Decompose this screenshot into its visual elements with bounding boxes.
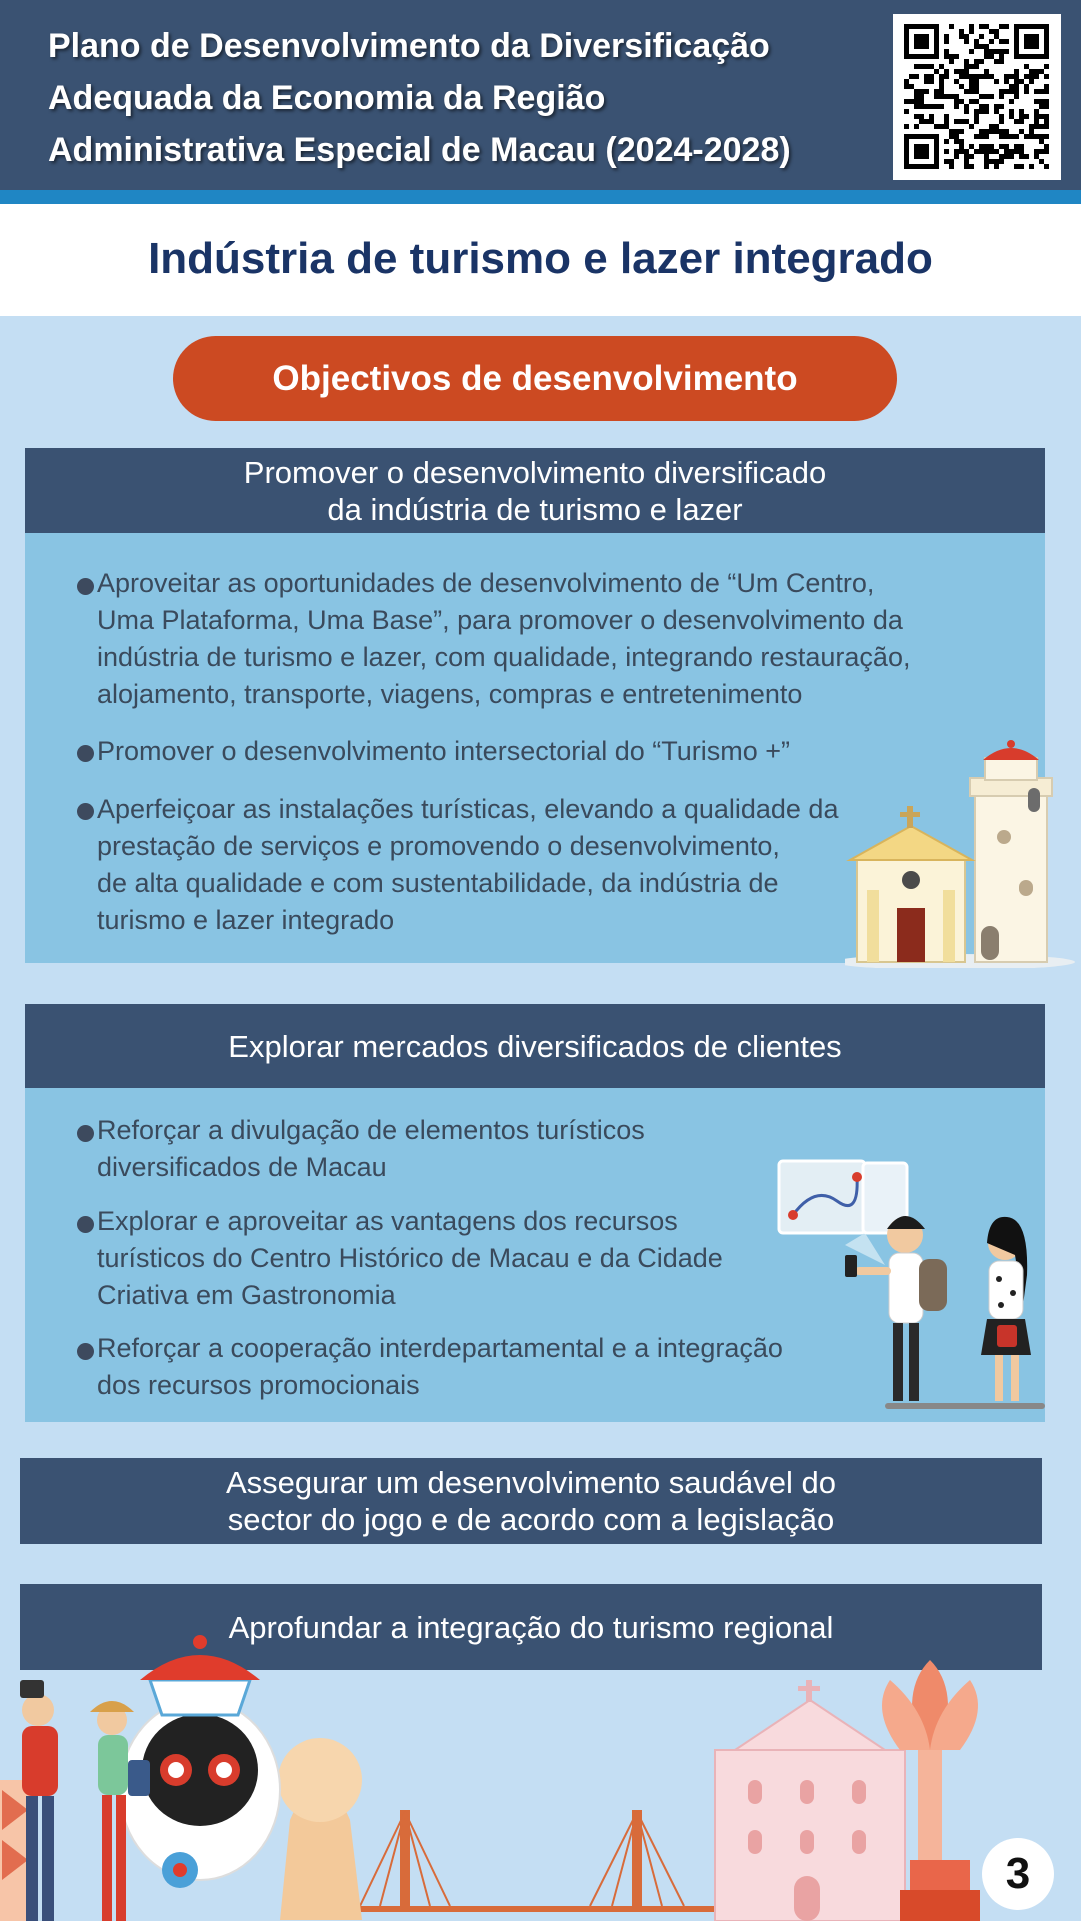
macau-landmarks-illustration bbox=[0, 1620, 1081, 1921]
document-title-line-3: Administrativa Especial de Macau (2024-2028) bbox=[48, 131, 791, 169]
bullet-line: turismo e lazer integrado bbox=[97, 905, 395, 935]
document-title-line-1: Plano de Desenvolvimento da Diversificação bbox=[48, 27, 770, 65]
document-title-line-2: Adequada da Economia da Região bbox=[48, 79, 606, 117]
bullet-line: Reforçar a divulgação de elementos turísticos bbox=[97, 1115, 645, 1145]
bullet-line: Criativa em Gastronomia bbox=[97, 1280, 396, 1310]
bullet-line: prestação de serviços e promovendo o desenvolvimento, bbox=[97, 831, 780, 861]
bullet-line: Uma Plataforma, Uma Base”, para promover o desenvolvimento da bbox=[97, 605, 903, 635]
bullet-line: Explorar e aproveitar as vantagens dos recursos bbox=[97, 1206, 678, 1236]
bullet-line: Reforçar a cooperação interdepartamental e a integração bbox=[97, 1333, 783, 1363]
bullet-dot bbox=[77, 1343, 94, 1360]
bullet-dot bbox=[77, 1216, 94, 1233]
document-title bbox=[48, 20, 888, 176]
church-lighthouse-illustration bbox=[845, 740, 1075, 968]
section-title-bar bbox=[0, 204, 1081, 316]
bullet-dot bbox=[77, 803, 94, 820]
bullet-line: dos recursos promocionais bbox=[97, 1370, 420, 1400]
bullet-line: de alta qualidade e com sustentabilidade, da indústria de bbox=[97, 868, 779, 898]
bullet-dot bbox=[77, 1125, 94, 1142]
bullet-dot bbox=[77, 745, 94, 762]
card-1-heading-line-1: Promover o desenvolvimento diversificado bbox=[243, 454, 827, 490]
card-1-bullet-3 bbox=[97, 791, 838, 939]
objectives-heading: Objectivos de desenvolvimento bbox=[173, 336, 897, 421]
bullet-dot bbox=[77, 578, 94, 595]
card-2-heading bbox=[25, 1004, 1045, 1088]
card-4-heading-line-1: Aprofundar a integração do turismo regional bbox=[228, 1609, 834, 1645]
tourists-map-illustration bbox=[775, 1155, 1055, 1417]
page-number: 3 bbox=[982, 1838, 1054, 1910]
header-banner bbox=[0, 0, 1081, 190]
bullet-line: alojamento, transporte, viagens, compras e entretenimento bbox=[97, 679, 803, 709]
card-1-heading bbox=[25, 448, 1045, 533]
bullet-line: diversificados de Macau bbox=[97, 1152, 387, 1182]
card-1-bullet-1 bbox=[97, 565, 910, 713]
card-3-heading bbox=[20, 1458, 1042, 1544]
bullet-line: Aperfeiçoar as instalações turísticas, elevando a qualidade da bbox=[97, 794, 839, 824]
card-2-bullet-2 bbox=[97, 1203, 723, 1314]
card-2-bullet-3 bbox=[97, 1330, 783, 1404]
qr-code-icon[interactable] bbox=[893, 14, 1061, 180]
section-title: Indústria de turismo e lazer integrado bbox=[148, 234, 933, 283]
header-stripe bbox=[0, 190, 1081, 204]
bullet-line: turísticos do Centro Histórico de Macau e da Cidade bbox=[97, 1243, 723, 1273]
card-1-bullet-2 bbox=[97, 733, 790, 770]
card-1-heading-line-2: da indústria de turismo e lazer bbox=[327, 491, 743, 527]
card-3-heading-line-2: sector do jogo e de acordo com a legislação bbox=[227, 1502, 835, 1537]
card-2-bullet-1 bbox=[97, 1112, 645, 1186]
bullet-line: Aproveitar as oportunidades de desenvolvimento de “Um Centro, bbox=[97, 568, 875, 598]
card-3-heading-line-1: Assegurar um desenvolvimento saudável do bbox=[225, 1465, 836, 1500]
bullet-line: indústria de turismo e lazer, com qualidade, integrando restauração, bbox=[97, 642, 911, 672]
card-2-heading-line-1: Explorar mercados diversificados de clientes bbox=[228, 1028, 842, 1064]
bullet-line: Promover o desenvolvimento intersectorial do “Turismo +” bbox=[97, 736, 791, 766]
